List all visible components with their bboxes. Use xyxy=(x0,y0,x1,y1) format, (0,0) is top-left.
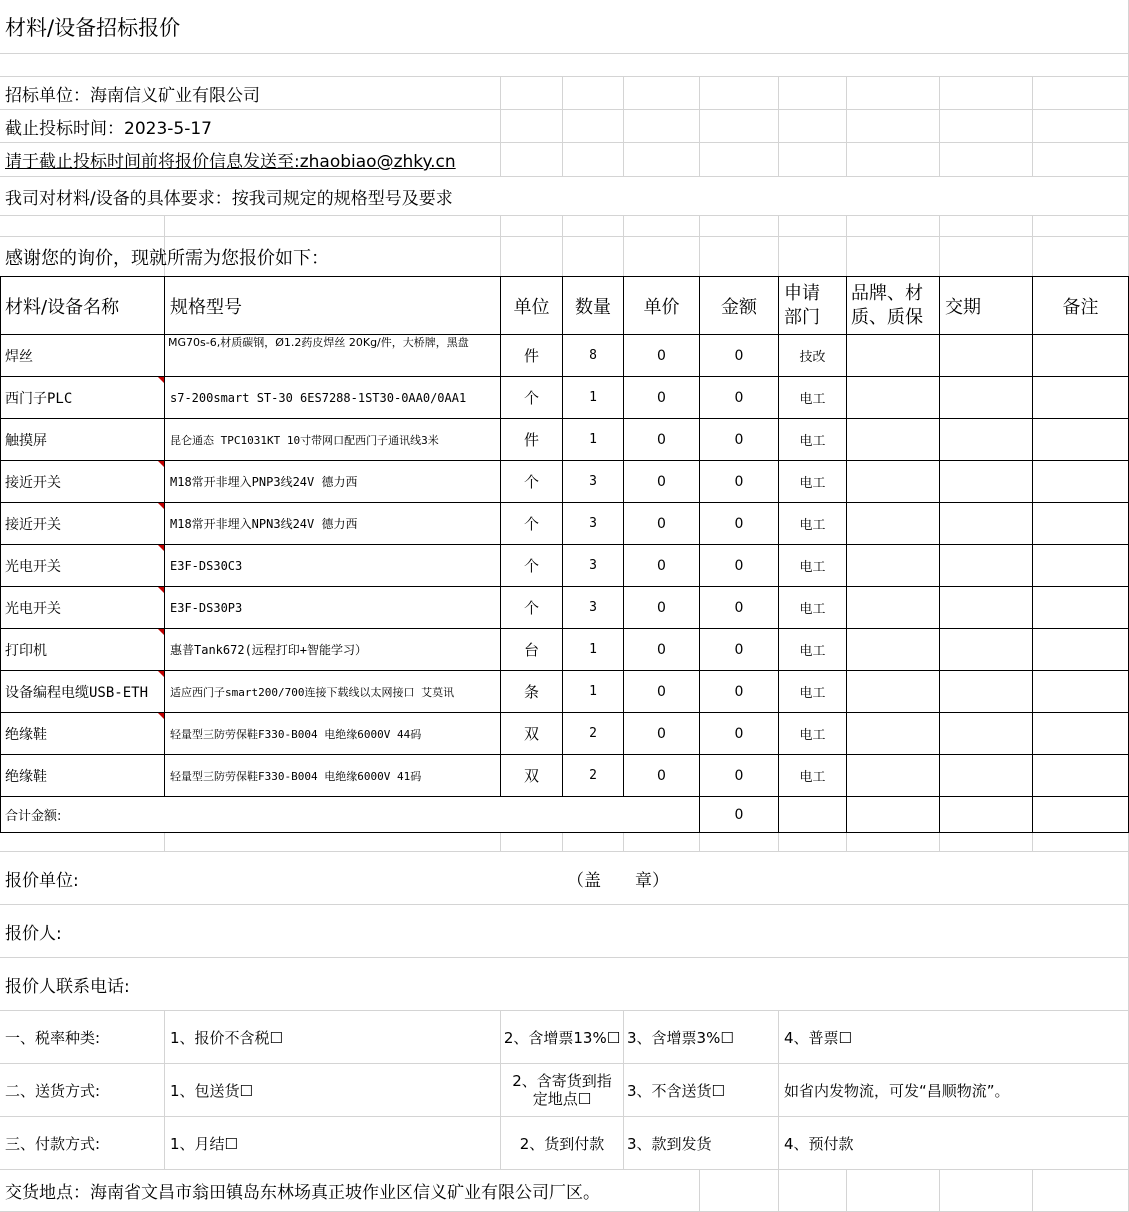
deadline-info: 截止投标时间：2023-5-17 xyxy=(5,118,212,139)
cell-name[interactable]: 焊丝 xyxy=(5,348,33,365)
gridline xyxy=(0,215,1129,216)
cell-qty[interactable]: 2 xyxy=(589,726,597,741)
term-option[interactable]: 3、含增票3%☐ xyxy=(627,1028,734,1047)
cell-price[interactable]: 0 xyxy=(657,431,666,448)
cell-spec[interactable]: 轻量型三防劳保鞋F330-B004 电绝缘6000V 41码 xyxy=(170,769,422,783)
cell-dept[interactable]: 电工 xyxy=(799,686,826,701)
header-unit: 单位 xyxy=(513,296,550,318)
cell-spec[interactable]: E3F-DS30C3 xyxy=(170,558,243,573)
cell-price[interactable]: 0 xyxy=(657,599,666,616)
term-option[interactable]: 2、含寄货到指定地点☐ xyxy=(512,1072,612,1108)
cell-price[interactable]: 0 xyxy=(657,767,666,784)
cell-unit[interactable]: 双 xyxy=(523,725,539,743)
gridline xyxy=(1032,215,1033,276)
table-border xyxy=(1032,276,1033,833)
cell-price[interactable]: 0 xyxy=(657,473,666,490)
cell-dept[interactable]: 电工 xyxy=(799,728,826,743)
delivery-place: 交货地点：海南省文昌市翁田镇岛东林场真正坡作业区信义矿业有限公司厂区。 xyxy=(5,1183,600,1203)
gridline xyxy=(699,215,700,276)
cell-qty[interactable]: 3 xyxy=(589,516,597,531)
cell-name[interactable]: 光电开关 xyxy=(5,558,61,575)
gridline xyxy=(778,832,779,851)
cell-qty[interactable]: 3 xyxy=(589,558,597,573)
cell-dept[interactable]: 技改 xyxy=(799,350,826,365)
gridline xyxy=(562,215,563,276)
cell-spec[interactable]: s7-200smart ST-30 6ES7288-1ST30-0AA0/0AA1 xyxy=(170,390,467,405)
cell-unit[interactable]: 个 xyxy=(523,515,539,533)
cell-spec[interactable]: MG70s-6,材质碳钢，Ø1.2药皮焊丝 20Kg/件，大桥牌，黑盘 xyxy=(168,336,469,349)
cell-name[interactable]: 接近开关 xyxy=(5,516,61,533)
cell-price[interactable]: 0 xyxy=(657,557,666,574)
quote-unit-label: 报价单位: xyxy=(5,870,79,891)
gridline xyxy=(623,832,624,851)
cell-unit[interactable]: 台 xyxy=(523,641,539,659)
gridline xyxy=(562,832,563,851)
cell-unit[interactable]: 条 xyxy=(523,683,539,701)
cell-qty[interactable]: 1 xyxy=(589,432,597,447)
cell-name[interactable]: 西门子PLC xyxy=(5,390,73,407)
table-border xyxy=(0,832,1129,833)
cell-amount[interactable]: 0 xyxy=(734,431,744,448)
term-option[interactable]: 如省内发物流，可发“昌顺物流”。 xyxy=(784,1081,1010,1100)
table-border xyxy=(939,276,940,833)
cell-dept[interactable]: 电工 xyxy=(799,602,826,617)
cell-dept[interactable]: 电工 xyxy=(799,476,826,491)
term-option[interactable]: 4、预付款 xyxy=(784,1134,854,1153)
gridline xyxy=(846,1169,847,1212)
gridline xyxy=(846,832,847,851)
gridline xyxy=(939,76,940,176)
cell-dept[interactable]: 电工 xyxy=(799,518,826,533)
term-option[interactable]: 3、不含送货☐ xyxy=(627,1081,725,1100)
cell-unit[interactable]: 个 xyxy=(523,557,539,575)
cell-dept[interactable]: 电工 xyxy=(799,392,826,407)
cell-qty[interactable]: 3 xyxy=(589,474,597,489)
cell-unit[interactable]: 件 xyxy=(523,347,539,365)
term-label: 二、送货方式: xyxy=(5,1081,101,1100)
cell-name[interactable]: 触摸屏 xyxy=(5,432,47,449)
cell-spec[interactable]: M18常开非埋入PNP3线24V 德力西 xyxy=(170,475,358,489)
term-label: 三、付款方式: xyxy=(5,1134,101,1153)
header-price: 单价 xyxy=(643,296,680,318)
gridline xyxy=(0,53,1129,54)
header-name: 材料/设备名称 xyxy=(5,296,120,318)
header-amount: 金额 xyxy=(721,296,757,318)
header-qty: 数量 xyxy=(575,296,611,318)
email-note[interactable]: 请于截止投标时间前将报价信息发送至:zhaobiao@zhky.cn xyxy=(5,152,456,172)
cell-dept[interactable]: 电工 xyxy=(799,434,826,449)
gridline xyxy=(778,1169,779,1212)
gridline xyxy=(1032,1169,1033,1212)
quote-phone-label: 报价人联系电话: xyxy=(5,976,130,997)
term-label: 一、税率种类: xyxy=(5,1028,101,1047)
term-option[interactable]: 4、普票☐ xyxy=(784,1028,852,1047)
cell-amount[interactable]: 0 xyxy=(734,641,744,658)
cell-qty[interactable]: 3 xyxy=(589,600,597,615)
gridline xyxy=(500,832,501,851)
cell-qty[interactable]: 1 xyxy=(589,684,597,699)
gridline xyxy=(778,215,779,276)
gridline xyxy=(699,76,700,176)
term-option[interactable]: 1、包送货☐ xyxy=(170,1081,253,1100)
cell-name[interactable]: 设备编程电缆USB-ETH xyxy=(5,684,149,701)
cell-name[interactable]: 绝缘鞋 xyxy=(5,726,47,743)
cell-spec[interactable]: E3F-DS30P3 xyxy=(170,600,243,615)
gridline xyxy=(699,1169,700,1212)
cell-amount[interactable]: 0 xyxy=(734,347,744,364)
seal-note: （盖 章） xyxy=(567,870,669,891)
cell-name[interactable]: 打印机 xyxy=(5,642,47,659)
gridline xyxy=(500,215,501,276)
cell-unit[interactable]: 个 xyxy=(523,389,539,407)
total-value: 0 xyxy=(734,806,744,823)
cell-amount[interactable]: 0 xyxy=(734,473,744,490)
cell-name[interactable]: 接近开关 xyxy=(5,474,61,491)
cell-dept[interactable]: 电工 xyxy=(799,770,826,785)
requirement-note: 我司对材料/设备的具体要求：按我司规定的规格型号及要求 xyxy=(5,188,453,209)
cell-amount[interactable]: 0 xyxy=(734,767,744,784)
gridline xyxy=(562,76,563,176)
page-title: 材料/设备招标报价 xyxy=(5,15,181,40)
gridline xyxy=(939,215,940,276)
header-brand-line1: 品牌、材 xyxy=(851,283,923,305)
cell-qty[interactable]: 8 xyxy=(589,348,597,363)
term-option[interactable]: 2、含增票13%☐ xyxy=(503,1028,621,1047)
cell-dept[interactable]: 电工 xyxy=(799,560,826,575)
cell-amount[interactable]: 0 xyxy=(734,557,744,574)
cell-qty[interactable]: 2 xyxy=(589,768,597,783)
gridline xyxy=(1032,832,1033,851)
header-dept xyxy=(779,277,846,334)
header-delivery: 交期 xyxy=(945,296,981,318)
quote-person-label: 报价人: xyxy=(5,923,62,944)
gridline xyxy=(623,215,624,276)
total-label: 合计金额: xyxy=(5,809,62,824)
gridline xyxy=(939,832,940,851)
cell-dept[interactable]: 电工 xyxy=(799,644,826,659)
bidder-info: 招标单位：海南信义矿业有限公司 xyxy=(5,85,260,106)
gridline xyxy=(623,76,624,176)
cell-name[interactable]: 绝缘鞋 xyxy=(5,768,47,785)
cell-amount[interactable]: 0 xyxy=(734,725,744,742)
cell-spec[interactable]: 昆仑通态 TPC1031KT 10寸带网口配西门子通讯线3米 xyxy=(170,433,439,447)
table-border xyxy=(846,276,847,833)
term-option[interactable]: 1、报价不含税☐ xyxy=(170,1028,283,1047)
term-option[interactable]: 2、货到付款 xyxy=(519,1134,605,1153)
term-option[interactable]: 3、款到发货 xyxy=(627,1134,712,1153)
cell-amount[interactable]: 0 xyxy=(734,389,744,406)
cell-price[interactable]: 0 xyxy=(657,347,666,364)
gridline xyxy=(1032,76,1033,176)
cell-price[interactable]: 0 xyxy=(657,725,666,742)
cell-unit[interactable]: 件 xyxy=(523,431,539,449)
gridline xyxy=(846,215,847,276)
cell-amount[interactable]: 0 xyxy=(734,599,744,616)
cell-name[interactable]: 光电开关 xyxy=(5,600,61,617)
gridline xyxy=(939,1169,940,1212)
header-remark: 备注 xyxy=(1062,296,1099,318)
header-brand-line2: 质、质保 xyxy=(851,306,923,328)
cell-unit[interactable]: 个 xyxy=(523,599,539,617)
gridline xyxy=(164,832,165,851)
header-brand xyxy=(847,277,939,334)
gridline xyxy=(778,76,779,176)
cell-unit[interactable]: 双 xyxy=(523,767,539,785)
gridline xyxy=(846,76,847,176)
cell-price[interactable]: 0 xyxy=(657,389,666,406)
cell-price[interactable]: 0 xyxy=(657,683,666,700)
cell-price[interactable]: 0 xyxy=(657,641,666,658)
cell-spec[interactable]: M18常开非埋入NPN3线24V 德力西 xyxy=(170,517,358,531)
cell-spec[interactable]: 轻量型三防劳保鞋F330-B004 电绝缘6000V 44码 xyxy=(170,727,422,741)
cell-qty[interactable]: 1 xyxy=(589,390,597,405)
term-option[interactable]: 1、月结☐ xyxy=(170,1134,238,1153)
cell-amount[interactable]: 0 xyxy=(734,683,744,700)
thanks-note: 感谢您的询价，现就所需为您报价如下： xyxy=(5,247,329,269)
cell-qty[interactable]: 1 xyxy=(589,642,597,657)
cell-spec[interactable]: 适应西门子smart200/700连接下载线以太网接口 艾莫讯 xyxy=(170,685,455,699)
cell-price[interactable]: 0 xyxy=(657,515,666,532)
header-spec: 规格型号 xyxy=(170,296,242,318)
cell-amount[interactable]: 0 xyxy=(734,515,744,532)
cell-unit[interactable]: 个 xyxy=(523,473,539,491)
gridline xyxy=(699,832,700,851)
cell-spec[interactable]: 惠普Tank672(远程打印+智能学习） xyxy=(170,643,368,657)
header-dept-line2: 部门 xyxy=(784,306,820,328)
header-dept-line1: 申请 xyxy=(784,283,820,305)
